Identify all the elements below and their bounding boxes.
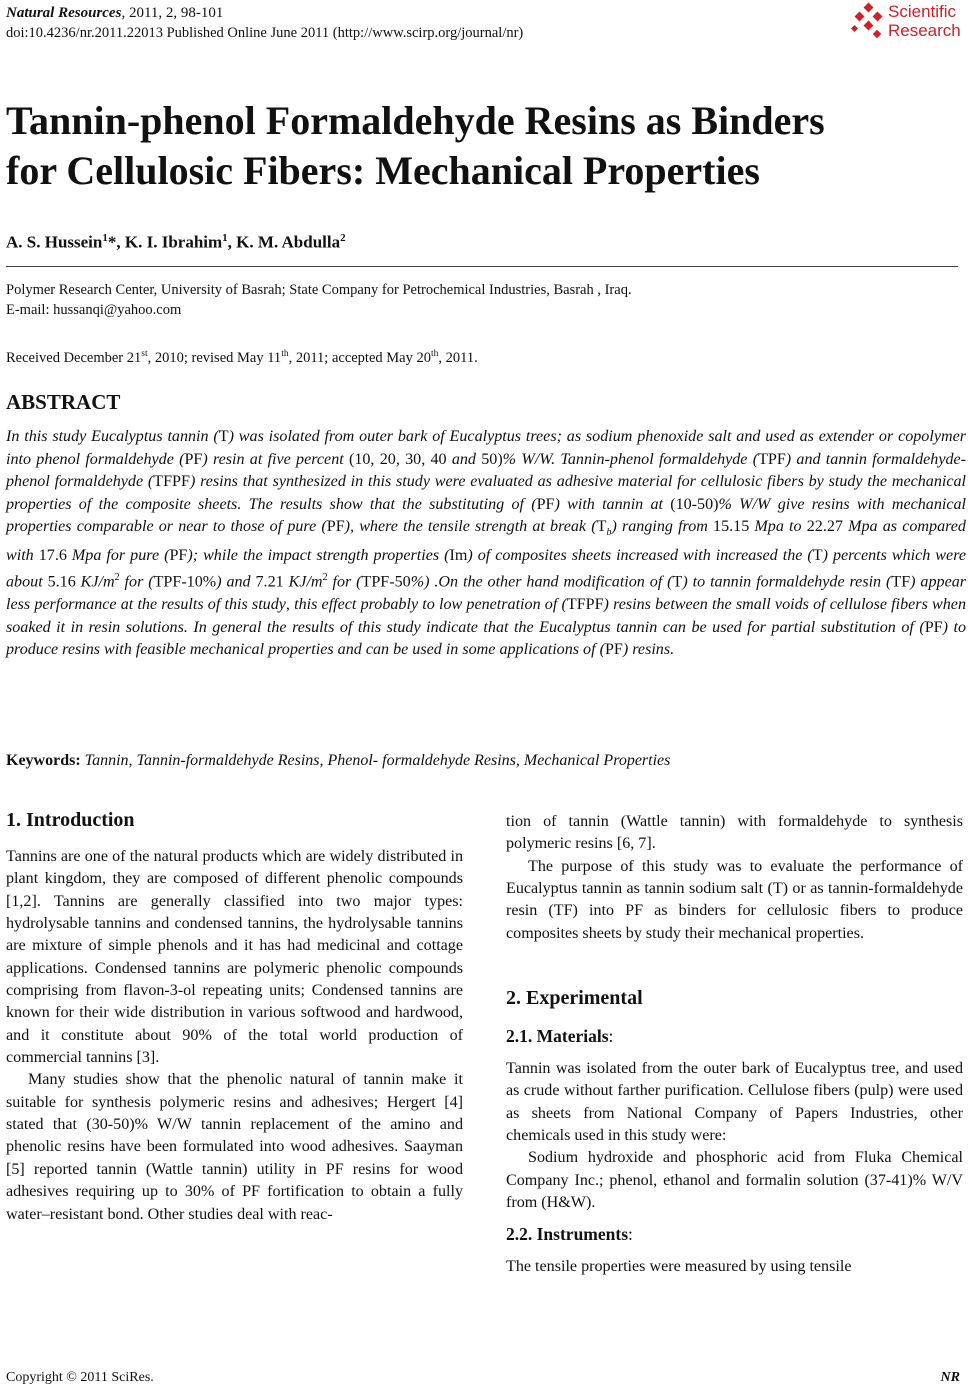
- abstract-heading: ABSTRACT: [6, 390, 121, 414]
- accepted-year: , 2011.: [438, 349, 478, 366]
- materials-subheading-text: 2.1. Materials: [506, 1026, 609, 1046]
- logo-text-line1: Scientific: [888, 2, 957, 21]
- journal-name: Natural Resources: [6, 5, 122, 21]
- materials-paragraph-2: Sodium hydroxide and phosphoric acid from Fluka Chemical Company Inc.; phenol, ethanol and formalin solution (37-41)% W/V from (H&W).: [506, 1149, 963, 1212]
- instruments-paragraph-1: The tensile properties were measured by using tensile: [506, 1258, 852, 1276]
- publisher-logo: [848, 2, 966, 42]
- affiliation: Polymer Research Center, University of Basrah; State Company for Petrochemical Industries, Basrah , Iraq.: [6, 282, 632, 298]
- corresponding-mark: *,: [107, 232, 125, 252]
- author-list: [6, 228, 346, 253]
- intro-paragraph-4: The purpose of this study was to evaluate the performance of Eucalyptus tannin as tannin sodium salt (T) or as tannin-formaldehyde resin (TF) into PF as binders for cellulosic fibers to produce composites sheets by study their mechanical properties.: [506, 857, 963, 942]
- logo-text-line2: Research: [888, 21, 961, 40]
- accepted-suffix: th: [430, 349, 439, 359]
- materials-paragraph-1: Tannin was isolated from the outer bark of Eucalyptus tree, and used as crude without farther purification. Cellulose fibers (pulp) were used as sheets from National Company of Papers Industries, other chemicals used in this study were:: [506, 1060, 963, 1145]
- instruments-subheading-text: 2.2. Instruments: [506, 1224, 629, 1245]
- author-3-affil: 2: [340, 232, 346, 244]
- title-line-2: for Cellulosic Fibers: Mechanical Properties: [6, 148, 760, 193]
- keyword-item: Tannin: [84, 752, 129, 769]
- abstract-body: In this study Eucalyptus tannin (T) was isolated from outer bark of Eucalyptus trees; as sodium phenoxide salt and used as extender or copolymer into phenol formaldehyde (PF) resin at five percent (10, 20, 30, 40 and 50)% W/W. Tannin-phenol formaldehyde (TPF) and tannin formaldehyde-phenol formaldehyde (TFPF) resins that synthesized in this study were evaluated as adhesive material for cellulosic fibers by study the mechanical properties of the composite sheets. The results show that the substituting of (PF) with tannin at (10-50)% W/W give resins with mechanical properties comparable or near to those of pure (PF), where the tensile strength at break $(T_b)$ ranging from 15.15 Mpa to 22.27 Mpa as compared with 17.6 Mpa for pure (PF); while the impact strength properties (Im) of composites sheets increased with increased the (T) percents which were about 5.16 $KJ/m^2$ for (TPF-10%) and 7.21 $KJ/m^2$ for (TPF-50%) .On the other hand modification of (T) to tannin formaldehyde resin (TF) appear less performance at the results of this study, this effect probably to low penetration of (TFPF) resins between the small voids of cellulose fibers when soaked it in resin solutions. In general the results of this study indicate that the Eucalyptus tannin can be used for partial substitution of (PF) to produce resins with feasible mechanical properties and can be used in some applications of (PF) resins.: [6, 428, 967, 659]
- logo-mark-icon: [848, 2, 886, 40]
- intro-paragraph-2: Many studies show that the phenolic natural of tannin make it suitable for synthesis polymeric resins and adhesives; Hergert [4] stated that (30-50)% W/W tannin replacement of the amino and phenolic resins have been formulated into wood adhesives. Saayman [5] reported tannin (Wattle tannin) utility in PF resins for wood adhesives requiring up to 30% of PF fortification to obtain a fully water–resistant bond. Other studies deal with reac-: [6, 1071, 463, 1223]
- keyword-item: Mechanical Properties: [523, 752, 671, 769]
- author-2-affil: 1: [222, 232, 228, 244]
- author-1-affil: 1: [102, 232, 108, 244]
- journal-citation: [6, 4, 223, 22]
- keywords-label: Keywords: [6, 752, 76, 769]
- keyword-item: Tannin-formaldehyde Resins: [136, 752, 320, 769]
- received-text: Received December 21: [6, 349, 142, 366]
- journal-volume: , 2011, 2, 98-101: [121, 5, 224, 21]
- keyword-item: Phenol- formaldehyde Resins: [327, 752, 516, 769]
- logo-text: [888, 2, 961, 40]
- intro-paragraph-3: tion of tannin (Wattle tannin) with formaldehyde to synthesis polymeric resins [6, 7].: [506, 813, 963, 853]
- left-column: [6, 846, 463, 1226]
- header-divider: [6, 266, 958, 267]
- title-line-1: Tannin-phenol Formaldehyde Resins as Binders: [6, 98, 825, 143]
- author-3: K. M. Abdulla: [236, 232, 341, 252]
- contact-email: E-mail: hussanqi@yahoo.com: [6, 302, 182, 318]
- keywords-line: Keywords: Tannin, Tannin-formaldehyde Resins, Phenol- formaldehyde Resins, Mechanical Properties: [6, 752, 671, 769]
- revised-text: , 2010; revised May 11: [147, 349, 282, 366]
- instruments-subheading: [506, 1222, 963, 1246]
- author-2: K. I. Ibrahim: [124, 232, 223, 252]
- received-dates: [6, 344, 478, 368]
- section-1-heading: 1. Introduction: [6, 809, 135, 831]
- materials-block: [506, 1024, 963, 1279]
- footer-journal-abbr: NR: [940, 1370, 960, 1385]
- materials-subheading-colon: :: [608, 1026, 614, 1046]
- revised-suffix: th: [281, 349, 289, 359]
- doi-line: doi:10.4236/nr.2011.22013 Published Online June 2011 (http://www.scirp.org/journal/nr): [6, 25, 524, 41]
- author-1: A. S. Hussein: [6, 232, 103, 252]
- author-separator: ,: [227, 232, 237, 252]
- materials-subheading: [506, 1024, 963, 1048]
- intro-paragraph-1: Tannins are one of the natural products which are widely distributed in plant kingdom, they are composed of different phenolic compounds [1,2]. Tannins are generally classified into two major types: hydrolysable tannins and condensed tannins, the hydrolysable tannins are mixture of simple phenols and it has had medicinal and cottage applications. Condensed tannins are polymeric phenolic compounds comprising from flavon-3-ol repeating units; Condensed tannins are known for their wide distribution in various softwood and hardwood, and it constitute about 90% of the total world production of commercial tannins [3].: [6, 848, 463, 1067]
- right-column: [506, 811, 963, 945]
- section-2-heading: 2. Experimental: [506, 987, 643, 1009]
- instruments-subheading-colon: :: [628, 1224, 633, 1245]
- footer-copyright: Copyright © 2011 SciRes.: [6, 1370, 154, 1385]
- accepted-text: , 2011; accepted May 20: [288, 349, 431, 366]
- paper-title: [6, 96, 946, 196]
- received-suffix: st: [141, 349, 148, 359]
